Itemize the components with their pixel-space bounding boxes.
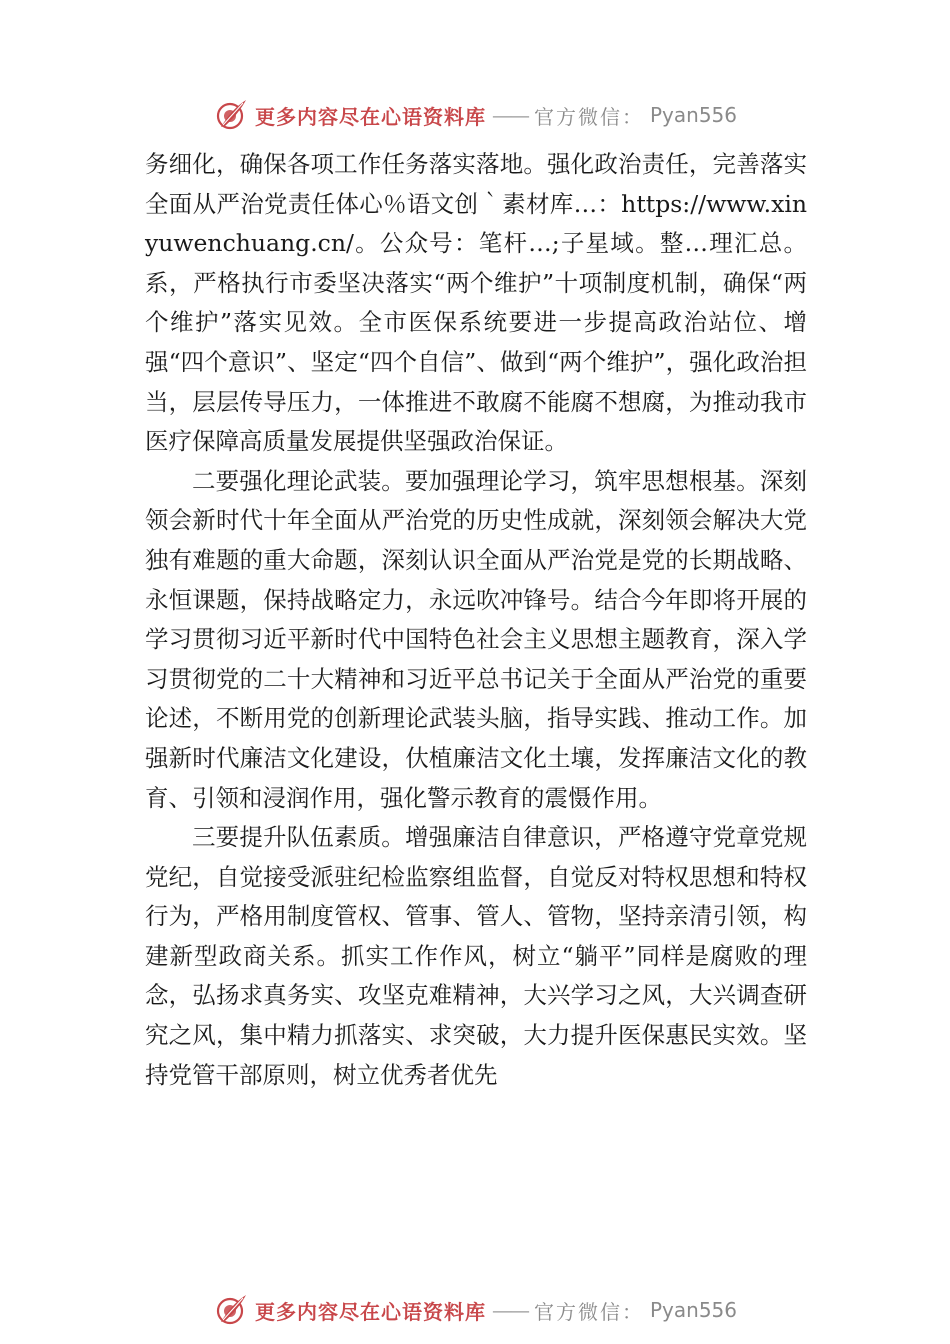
header-watermark (0, 95, 950, 135)
watermark-wechat-id: Pyan556 (649, 103, 737, 127)
watermark-wechat-label: 官方微信： (533, 104, 644, 129)
watermark-wechat-id: Pyan556 (649, 1298, 737, 1322)
watermark-red-text: 更多内容尽在心语资料库 (254, 1299, 486, 1324)
watermark-red-text: 更多内容尽在心语资料库 (254, 104, 486, 129)
watermark-separator: —— (491, 1298, 528, 1322)
watermark-wechat-label: 官方微信： (533, 1299, 644, 1324)
document-body (145, 145, 807, 1095)
watermark-separator: —— (491, 103, 528, 127)
quill-seal-icon (213, 1292, 249, 1328)
paragraph-2: 二要强化理论武装。要加强理论学习，筑牢思想根基。深刻领会新时代十年全面从严治党的历史性成就，深刻领会解决大党独有难题的重大命题，深刻认识全面从严治党是党的长期战略、永恒课题，保持战略定力，永远吹冲锋号。结合今年即将开展的学习贯彻习近平新时代中国特色社会主义思想主题教育，深入学习贯彻党的二十大精神和习近平总书记关于全面从严治党的重要论述，不断用党的创新理论武装头脑，指导实践、推动工作。加强新时代廉洁文化建设，㐲植廉洁文化土壤，发挥廉洁文化的教育、引领和浸润作用，强化警示教育的震慑作用。 (145, 466, 807, 812)
paragraph-1: 务细化，确保各项工作任务落实落地。强化政治责任，完善落实全面从严治党责任体心％语文创｀素材库…：https://www.xinyuwenchuang.cn/。公众号：笔杆…;子星域。整…理汇总。系，严格执行市委坚决落实“两个维护”十项制度机制，确保“两个维护”落实见效。全市医保系统要进一步提高政治站位、增强“四个意识”、坚定“四个自信”、做到“两个维护”，强化政治担当，层层传导压力，一体推进不敢腐不能腐不想腐，为推动我市医疗保障高质量发展提供坚强政治保证。 (145, 150, 807, 456)
paragraph-3: 三要提升队伍素质。增强廉洁自律意识，严格遵守党章党规党纪，自觉接受派驻纪检监察组监督，自觉反对特权思想和特权行为，严格用制度管权、管事、管人、管物，坚持亲清引领，构建新型政商关系。抓实工作作风，树立“躺平”同样是腐败的理念，弘扬求真务实、攻坚克难精神，大兴学习之风，大兴调查研究之风，集中精力抓落实、求突破，大力提升医保惠民实效。坚持党管干部原则，树立优秀者优先 (145, 823, 807, 1089)
footer-watermark (0, 1290, 950, 1330)
quill-seal-icon (213, 97, 249, 133)
